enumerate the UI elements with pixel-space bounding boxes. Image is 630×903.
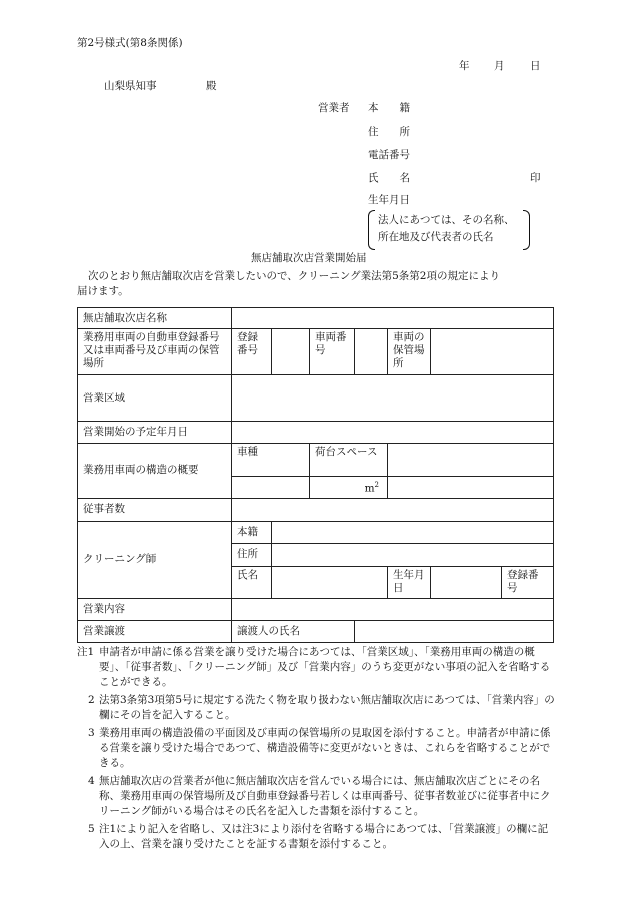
vehicle-no-field[interactable]: [355, 329, 388, 375]
cleaner-name-field[interactable]: [272, 566, 388, 598]
applicant-phone-label: 電話番号: [368, 149, 410, 161]
note-3-text: 業務用車両の構造設備の平面図及び車両の保管場所の見取図を添付すること。申請者が申請に係る営業を譲り受けた場合であつて、構造設備等に変更がないときは、これらを省略することができる。: [99, 727, 551, 769]
applicant-domicile-label: 本 籍: [368, 102, 410, 114]
structure-blank-2: [388, 477, 554, 499]
date-year-label: 年: [459, 60, 470, 72]
note-5-text: 注1により記入を省略し、又は注3により添付を省略する場合にあつては、「営業譲渡」の欄に記入の上、営業を譲り受けたことを証する書類を添付すること。: [99, 823, 549, 850]
car-type-label: 車種: [232, 444, 310, 477]
start-date-label: 営業開始の予定年月日: [78, 422, 232, 444]
applicant-address-label: 住 所: [368, 126, 410, 138]
note-2-text: 法第3条第3項第5号に規定する洗たく物を取り扱わない無店舗取次店にあつては、「営業内容」の欄にその旨を記入すること。: [99, 694, 555, 721]
intro-line-2: 届けます。: [77, 285, 129, 297]
left-bracket: [368, 210, 375, 250]
storage-place-label: 車両の保管場所: [388, 329, 431, 375]
note-4-text: 無店舗取次店の営業者が他に無店舗取次店を営んでいる場合には、無店舗取次店ごとにその名称、業務用車両の保管場所及び自動車登録番号若しくは車両番号、従事者数並びに従事者中にクリーニング師がいる場合はその氏名を記入した書類を添付すること。: [99, 775, 551, 817]
note-1-text: 申請者が申請に係る営業を譲り受けた場合にあつては、「営業区域」、「業務用車両の構造の概要」、「従事者数」、「クリーニング師」及び「営業内容」のうち変更がない事項の記入を省略することができる。: [99, 646, 551, 688]
row-transfer: [78, 620, 554, 642]
cleaner-birthdate-label: 生年月日: [388, 566, 431, 598]
cleaner-address-label: 住所: [232, 543, 272, 566]
notes-section: [77, 645, 555, 855]
date-month-label: 月: [494, 60, 505, 72]
row-vehicle: [78, 329, 554, 375]
structure-blank: [388, 444, 554, 477]
form-reference: 第2号様式(第8条関係): [77, 37, 183, 49]
honorific: 殿: [206, 80, 217, 92]
cleaner-domicile-label: 本籍: [232, 521, 272, 543]
row-structure-top: [78, 444, 554, 477]
note-5-number: 5: [88, 823, 95, 835]
row-cleaner-domicile: [78, 521, 554, 543]
storage-place-field[interactable]: [431, 329, 554, 375]
applicant-birthdate-label: 生年月日: [368, 194, 410, 206]
note-2-number: 2: [88, 694, 95, 706]
row-store-name: [78, 308, 554, 329]
corporation-note: [368, 210, 530, 248]
notification-form-table: [77, 307, 554, 643]
transferor-name-field[interactable]: [355, 620, 554, 642]
note-3: [77, 726, 555, 771]
reg-no-label: 登録番号: [232, 329, 272, 375]
applicant-role: 営業者: [318, 102, 350, 114]
applicant-name-label: 氏 名: [368, 172, 410, 184]
note-3-number: 3: [88, 727, 95, 739]
area-unit: m: [364, 482, 375, 495]
intro-line-1: 次のとおり無店舗取次店を営業したいので、クリーニング業法第5条第2項の規定により: [88, 270, 500, 282]
cargo-area-field[interactable]: [310, 477, 388, 499]
right-bracket: [523, 210, 530, 250]
area-unit-sup: 2: [374, 481, 379, 489]
row-employees: [78, 498, 554, 521]
corporation-note-text: 法人にあつては、その名称、 所在地及び代表者の氏名: [378, 214, 515, 243]
store-name-field[interactable]: [232, 308, 554, 329]
employees-label: 従事者数: [78, 498, 232, 521]
date-day-label: 日: [530, 60, 541, 72]
note-2: [77, 693, 555, 723]
reg-no-field[interactable]: [272, 329, 310, 375]
cleaner-label: クリーニング師: [78, 521, 232, 598]
cleaner-domicile-field[interactable]: [272, 521, 554, 543]
note-1-number: 注1: [77, 646, 95, 658]
cleaner-birthdate-field[interactable]: [431, 566, 502, 598]
note-4-number: 4: [88, 775, 95, 787]
store-name-label: 無店舗取次店名称: [78, 308, 232, 329]
addressee: 山梨県知事: [104, 80, 157, 92]
cargo-space-label: 荷台スペース: [310, 444, 388, 477]
row-start-date: [78, 422, 554, 444]
cleaner-reg-no-label: 登録番号: [502, 566, 554, 598]
start-date-field[interactable]: [232, 422, 554, 444]
business-area-field[interactable]: [232, 375, 554, 422]
document-title: 無店舗取次店営業開始届: [251, 252, 367, 264]
business-content-label: 営業内容: [78, 598, 232, 620]
note-4: [77, 774, 555, 819]
transferor-name-label: 譲渡人の氏名: [232, 620, 355, 642]
structure-label: 業務用車両の構造の概要: [78, 444, 232, 499]
vehicle-label: 業務用車両の自動車登録番号又は車両番号及び車両の保管場所: [78, 329, 232, 375]
row-business-area: [78, 375, 554, 422]
business-area-label: 営業区域: [78, 375, 232, 422]
row-business-content: [78, 598, 554, 620]
car-type-field[interactable]: [232, 477, 310, 499]
business-content-field[interactable]: [232, 598, 554, 620]
transfer-label: 営業譲渡: [78, 620, 232, 642]
note-1: [77, 645, 555, 690]
vehicle-no-label: 車両番号: [310, 329, 355, 375]
cleaner-name-label: 氏名: [232, 566, 272, 598]
seal-mark: 印: [530, 172, 541, 184]
employees-field[interactable]: [232, 498, 554, 521]
note-5: [77, 822, 555, 852]
cleaner-address-field[interactable]: [272, 543, 554, 566]
